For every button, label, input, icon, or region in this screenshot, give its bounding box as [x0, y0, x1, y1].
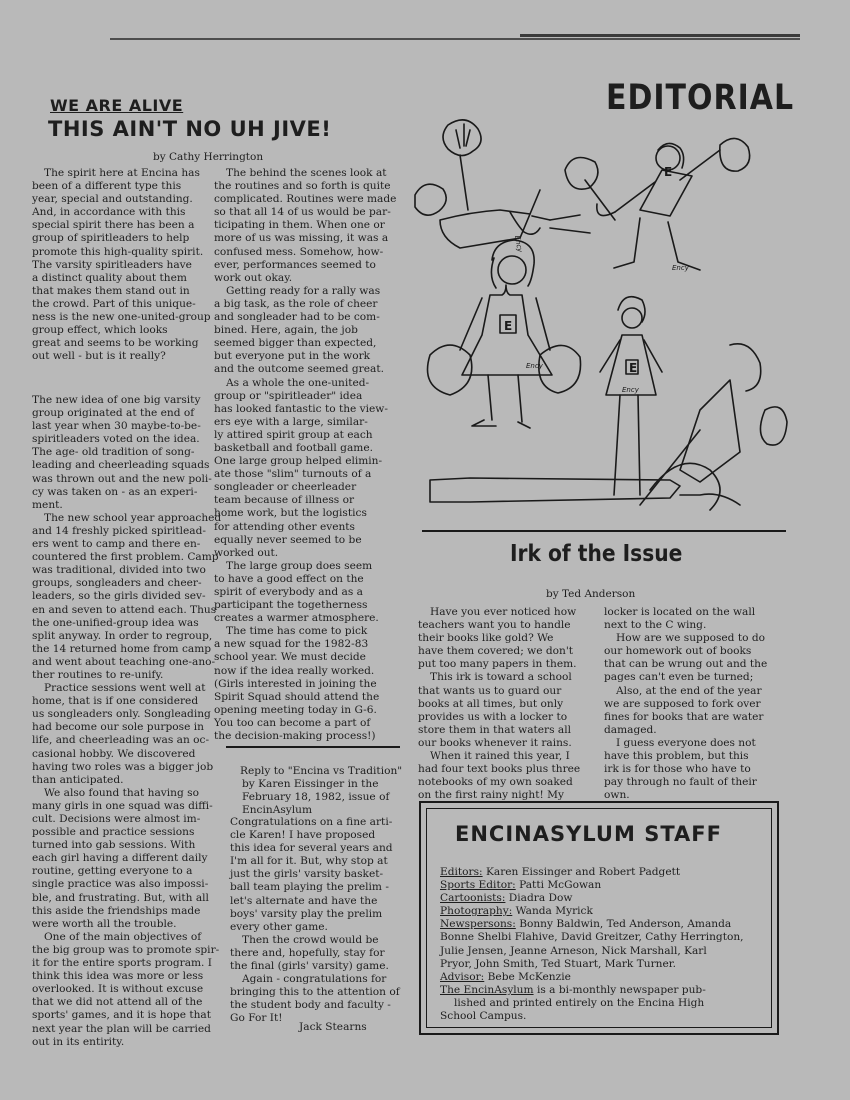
text-line: routine, getting everyone to a: [32, 865, 193, 878]
text-line: the 14 returned home from camp: [32, 642, 212, 655]
text-line: last year when 30 maybe-to-be-: [32, 420, 201, 433]
staff-value: Karen Eissinger and Robert Padgett: [485, 866, 681, 878]
text-line: home, that is if one considered: [32, 695, 199, 708]
staff-note: School Campus.: [440, 1010, 527, 1023]
text-line: the crowd. Part of this unique-: [32, 297, 196, 310]
text-line: group or "spiritleader" idea: [214, 389, 363, 402]
staff-label: Editors:: [440, 866, 483, 878]
text-line: that can be wrung out and the: [604, 658, 768, 671]
text-line: let's alternate and have the: [230, 894, 378, 907]
pompom-label: Ency: [513, 234, 524, 253]
text-line: was traditional, divided into two: [32, 564, 206, 577]
text-line: out well - but is it really?: [32, 350, 166, 363]
paper-name: The EncinAsylum: [440, 983, 534, 996]
text-line: (Girls interested in joining the: [214, 677, 377, 690]
text-line: single practice was also impossi-: [32, 878, 209, 891]
text-line: out in its entirity.: [32, 1035, 125, 1048]
text-line: for attending other events: [214, 520, 355, 533]
text-line: overlooked. It is without excuse: [32, 983, 204, 996]
staff-label: Photography:: [440, 905, 513, 918]
reply-signature: Jack Stearns: [299, 1021, 367, 1033]
text-line: casional hobby. We discovered: [32, 747, 196, 760]
text-line: The new idea of one big varsity: [32, 394, 201, 406]
irk-title: Irk of the Issue: [510, 541, 683, 567]
irk-column-1: [418, 606, 616, 802]
text-line: cult. Decisions were almost im-: [32, 813, 201, 825]
text-line: provides us with a locker to: [418, 710, 568, 723]
text-line: We also found that having so: [44, 786, 199, 799]
text-line: ate those "slim" turnouts of a: [214, 468, 372, 481]
text-line: turned into gab sessions. With: [32, 839, 196, 852]
staff-value: Bonne Shelbi Flahive, David Greitzer, Cathy Herrington,: [440, 931, 744, 944]
text-line: How are we supposed to do: [616, 632, 765, 645]
text-line: that wants us to guard our: [418, 684, 562, 697]
column-divider: [226, 746, 400, 748]
top-rule: [110, 38, 800, 40]
text-line: special spirit there has been a: [32, 219, 195, 232]
text-line: spiritleaders voted on the idea.: [32, 433, 200, 446]
staff-value: Pryor, John Smith, Ted Stuart, Mark Turner.: [440, 957, 677, 970]
text-line: the one-unified-group idea was: [32, 616, 199, 629]
text-line: Then the crowd would be: [242, 933, 379, 946]
editorial-heading: EDITORIAL: [606, 78, 795, 119]
text-line: many girls in one squad was diffi-: [32, 799, 213, 812]
text-line: songleader or cheerleader: [214, 481, 357, 494]
text-line: leading and cheerleading squads: [32, 459, 210, 472]
article-column-1-top: [32, 167, 222, 363]
staff-label: Sports Editor:: [440, 879, 516, 892]
irk-byline: by Ted Anderson: [546, 588, 636, 600]
text-line: The varsity spiritleaders have: [32, 258, 192, 271]
text-line: there and, hopefully, stay for: [230, 946, 385, 959]
text-line: ers eye with a large, similar-: [214, 415, 368, 428]
text-line: The time has come to pick: [226, 625, 368, 638]
text-line: were worth all the trouble.: [32, 917, 177, 930]
text-line: February 18, 1982, issue of: [242, 791, 390, 804]
text-line: has looked fantastic to the view-: [214, 402, 388, 415]
text-line: put too many papers in them.: [418, 658, 577, 671]
text-line: teachers want you to handle: [418, 619, 571, 632]
text-line: When it rained this year, I: [430, 750, 570, 763]
article-byline: by Cathy Herrington: [153, 151, 264, 163]
text-line: Also, at the end of the year: [616, 684, 762, 697]
text-line: now if the idea really worked.: [214, 664, 375, 677]
text-line: en and seven to attend each. Thus: [32, 603, 217, 616]
article-column-1-bottom: [32, 394, 224, 1049]
text-line: the routines and so forth is quite: [214, 180, 391, 193]
text-line: work out okay.: [214, 271, 293, 284]
staff-value: Bonny Baldwin, Ted Anderson, Amanda: [519, 918, 732, 931]
text-line: next to the C wing.: [604, 619, 707, 632]
text-line: notebooks of my own soaked: [418, 776, 573, 789]
text-line: next year the plan will be carried: [32, 1022, 211, 1035]
text-line: that we did not attend all of the: [32, 996, 203, 1009]
pompom-icon: [539, 345, 581, 393]
text-line: Again - congratulations for: [242, 973, 387, 986]
staff-note: is a bi-monthly newspaper pub-: [536, 983, 706, 996]
text-line: and went about teaching one-ano-: [32, 655, 216, 668]
text-line: ticipating in them. When one or: [214, 219, 385, 232]
text-line: great and seems to be working: [32, 337, 199, 350]
text-line: had four text books plus three: [418, 763, 581, 776]
text-line: possible and practice sessions: [32, 826, 195, 839]
pompom-label: Ency: [672, 264, 689, 272]
text-line: group effect, which looks: [32, 324, 168, 337]
text-line: the student body and faculty -: [230, 999, 391, 1012]
article-headline: THIS AIN'T NO UH JIVE!: [48, 117, 332, 141]
text-line: a new squad for the 1982-83: [214, 638, 369, 651]
uniform-letter: E: [664, 165, 673, 179]
pompom-icon: [650, 463, 720, 510]
text-line: groups, songleaders and cheer-: [32, 577, 202, 590]
text-line: ment.: [32, 498, 63, 511]
text-line: school year. We must decide: [214, 651, 366, 664]
text-line: and 14 freshly picked spiritlead-: [32, 524, 206, 537]
pompom-label: Ency: [526, 362, 543, 370]
text-line: have this problem, but this: [604, 750, 749, 763]
text-line: having two roles was a bigger job: [32, 760, 214, 773]
article-column-2: [214, 167, 406, 743]
text-line: pay through no fault of their: [604, 776, 757, 789]
pompom-icon: [565, 158, 598, 190]
text-line: Go For It!: [230, 1012, 283, 1025]
text-line: Reply to "Encina vs Tradition": [240, 765, 403, 777]
text-line: basketball and football game.: [214, 441, 373, 454]
text-line: by Karen Eissinger in the: [242, 778, 379, 791]
text-line: ble, and frustrating. But, with all: [32, 891, 209, 904]
text-line: bringing this to the attention of: [230, 986, 400, 999]
text-line: was thrown out and the new poli-: [32, 472, 212, 485]
article-kicker: WE ARE ALIVE: [50, 96, 184, 115]
text-line: boys' varsity play the prelim: [230, 907, 383, 920]
text-line: The age- old tradition of song-: [32, 446, 195, 459]
pompom-icon: [443, 120, 481, 156]
reply-body: [230, 816, 410, 1026]
staff-label: Newspersons:: [440, 918, 516, 931]
text-line: The new school year approached: [44, 511, 222, 524]
text-line: life, and cheerleading was an oc-: [32, 734, 210, 747]
text-line: ness is the new one-united-group: [32, 311, 211, 324]
staff-value: Diadra Dow: [508, 892, 573, 905]
staff-value: Bebe McKenzie: [487, 970, 571, 983]
text-line: locker is located on the wall: [604, 606, 756, 618]
staff-value: Wanda Myrick: [515, 905, 593, 918]
text-line: worked out.: [214, 546, 279, 559]
text-line: cle Karen! I have proposed: [230, 829, 376, 842]
text-line: leaders, so the girls divided sev-: [32, 590, 206, 603]
staff-label: Advisor:: [440, 970, 485, 983]
text-line: countered the first problem. Camp: [32, 551, 219, 564]
text-line: us songleaders only. Songleading: [32, 708, 211, 721]
text-line: spirit of everybody and as a: [214, 586, 363, 598]
text-line: group of spiritleaders to help: [32, 232, 190, 245]
text-line: on the first rainy night! My: [418, 789, 564, 802]
text-line: our books whenever it rains.: [418, 736, 572, 749]
text-line: think this idea was more or less: [32, 970, 204, 983]
text-line: creates a warmer atmosphere.: [214, 612, 379, 625]
text-line: sports' games, and it is hope that: [32, 1009, 211, 1022]
text-line: ever, performances seemed to: [214, 258, 376, 271]
text-line: participant the togetherness: [214, 599, 368, 612]
text-line: opening meeting today in G-6.: [214, 703, 377, 716]
text-line: I guess everyone does not: [616, 736, 756, 749]
text-line: ther routines to re-unify.: [32, 668, 164, 681]
text-line: this idea for several years and: [230, 842, 393, 855]
top-rule-heavy: [520, 34, 800, 37]
text-line: we are supposed to fork over: [604, 697, 761, 710]
text-line: Spirit Squad should attend the: [214, 690, 380, 703]
text-line: so that all 14 of us would be par-: [214, 206, 391, 219]
staff-note: lished and printed entirely on the Encina High: [454, 996, 705, 1009]
text-line: year, special and outstanding.: [32, 193, 193, 206]
text-line: just the girls' varsity basket-: [230, 868, 384, 881]
text-line: a big task, as the role of cheer: [214, 297, 378, 310]
staff-title: ENCINASYLUM STAFF: [455, 822, 722, 846]
staff-value: Julie Jensen, Jeanne Arneson, Nick Marshall, Karl: [440, 944, 707, 957]
text-line: The spirit here at Encina has: [44, 167, 200, 179]
text-line: cy was taken on - as an experi-: [32, 485, 198, 498]
text-line: our homework out of books: [604, 645, 752, 658]
text-line: irk is for those who have to: [604, 763, 751, 776]
text-line: seemed bigger than expected,: [214, 337, 377, 350]
text-line: This irk is toward a school: [430, 671, 572, 684]
text-line: have them covered; we don't: [418, 645, 573, 658]
text-line: You too can become a part of: [214, 716, 371, 729]
text-line: fines for books that are water: [604, 710, 764, 723]
irk-column-2: [604, 606, 784, 802]
uniform-letter: E: [629, 361, 638, 375]
text-line: Practice sessions went well at: [44, 682, 206, 695]
text-line: than anticipated.: [32, 773, 124, 786]
text-line: equally never seemed to be: [214, 533, 362, 546]
text-line: EncinAsylum: [242, 804, 313, 817]
text-line: ly attired spirit group at each: [214, 428, 373, 441]
staff-value: Patti McGowan: [519, 879, 602, 892]
text-line: One large group helped elimin-: [214, 455, 383, 468]
text-line: store them in that waters all: [418, 723, 572, 736]
text-line: promote this high-quality spirit.: [32, 245, 204, 258]
text-line: every other game.: [230, 920, 328, 933]
text-line: the big group was to promote spir-: [32, 943, 220, 956]
text-line: and the outcome seemed great.: [214, 363, 384, 376]
text-line: the decision-making process!): [214, 730, 376, 743]
text-line: And, in accordance with this: [32, 206, 186, 219]
text-line: been of a different type this: [32, 180, 182, 193]
text-line: Getting ready for a rally was: [226, 284, 381, 297]
text-line: a distinct quality about them: [32, 271, 187, 284]
text-line: confused mess. Somehow, how-: [214, 245, 384, 258]
text-line: it for the entire sports program. I: [32, 957, 212, 970]
uniform-letter: E: [504, 319, 513, 333]
text-line: team because of illness or: [214, 494, 355, 507]
pompom-icon: [720, 138, 750, 171]
text-line: the final (girls' varsity) game.: [230, 960, 389, 973]
text-line: pages can't even be turned;: [604, 671, 754, 684]
text-line: ers went to camp and there en-: [32, 538, 201, 551]
text-line: Congratulations on a fine arti-: [230, 816, 393, 828]
pompom-icon: [415, 184, 446, 215]
text-line: bined. Here, again, the job: [214, 324, 358, 337]
pompom-label: Ency: [622, 386, 639, 394]
text-line: and songleader had to be com-: [214, 311, 380, 324]
text-line: this aside the friendships made: [32, 904, 201, 917]
text-line: damaged.: [604, 723, 657, 736]
reply-heading: [228, 765, 403, 817]
text-line: group originated at the end of: [32, 407, 195, 420]
staff-list: [440, 866, 775, 1023]
text-line: their books like gold? We: [418, 632, 554, 645]
text-line: As a whole the one-united-: [226, 376, 370, 389]
text-line: The behind the scenes look at: [226, 167, 387, 179]
text-line: own.: [604, 789, 630, 802]
cheerleaders-illustration: [400, 110, 795, 530]
text-line: The large group does seem: [226, 559, 373, 572]
text-line: One of the main objectives of: [44, 930, 202, 943]
text-line: each girl having a different daily: [32, 852, 208, 865]
text-line: ball team playing the prelim -: [230, 881, 389, 894]
pompom-icon: [760, 407, 787, 445]
text-line: complicated. Routines were made: [214, 193, 397, 206]
text-line: more of us was missing, it was a: [214, 232, 389, 245]
text-line: books at all times, but only: [418, 697, 564, 710]
text-line: but everyone put in the work: [214, 350, 371, 363]
staff-label: Cartoonists:: [440, 892, 506, 905]
text-line: home work, but the logistics: [214, 507, 367, 520]
text-line: split anyway. In order to regroup,: [32, 629, 213, 642]
text-line: to have a good effect on the: [214, 572, 364, 585]
text-line: had become our sole purpose in: [32, 721, 204, 734]
text-line: that makes them stand out in: [32, 284, 190, 297]
text-line: Have you ever noticed how: [430, 606, 577, 618]
illustration-rule: [422, 530, 786, 532]
text-line: I'm all for it. But, why stop at: [230, 855, 388, 868]
